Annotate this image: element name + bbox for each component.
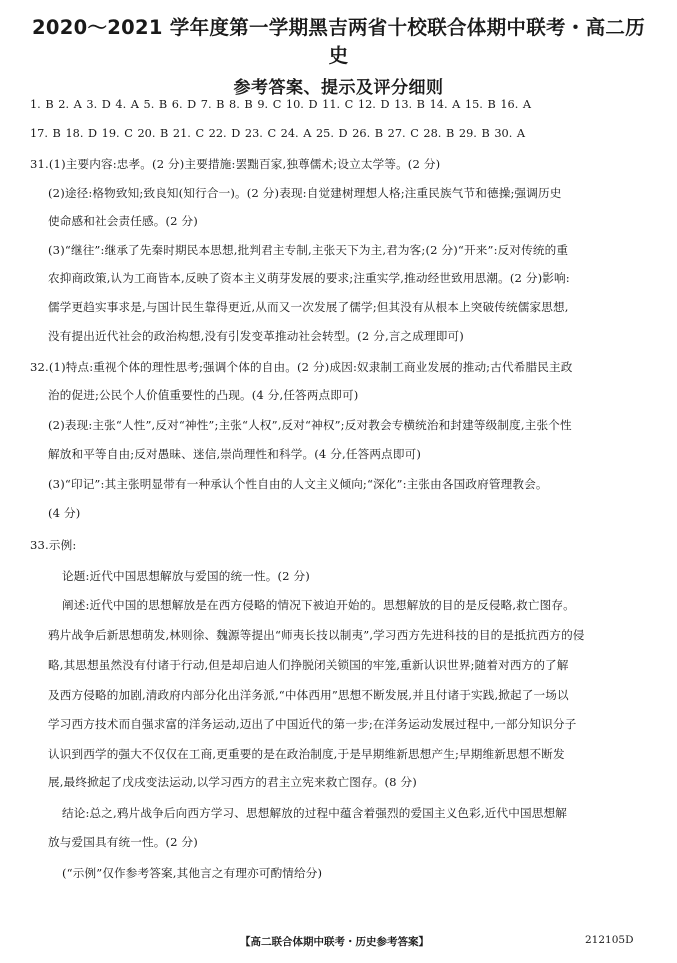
q31-line-3: 使命感和社会责任感。(2 分) — [48, 214, 198, 228]
footer-title: 【高二联合体期中联考・历史参考答案】 — [240, 936, 429, 948]
q32-line-1: 32.(1)特点:重视个体的理性思考;强调个体的自由。(2 分)成因:奴隶制工商业发展的推动;古代希腊民主政 — [30, 360, 573, 374]
q33-line-8: 认识到西学的强大不仅仅在工商,更重要的是在政治制度,于是早期维新思想产生;早期维新思想不断发 — [48, 747, 565, 761]
mc-answers-row-1: 1. B 2. A 3. D 4. A 5. B 6. D 7. B 8. B 9. C 10. D 11. C 12. D 13. B 14. A 15. B 16. A — [30, 98, 532, 111]
q31-line-5: 农抑商政策,认为工商皆本,反映了资本主义萌芽发展的要求;注重实学,推动经世致用思潮。(2 分)影响: — [48, 271, 570, 285]
q33-line-5: 略,其思想虽然没有付诸于行动,但是却启迪人们挣脱闭关锁国的牢笼,重新认识世界;随着对西方的了解 — [48, 658, 569, 672]
q33-line-2: 论题:近代中国思想解放与爱国的统一性。(2 分) — [62, 569, 310, 583]
q33-line-10: 结论:总之,鸦片战争后向西方学习、思想解放的过程中蕴含着强烈的爱国主义色彩,近代中国思想解 — [62, 806, 567, 820]
q32-line-5: (3)“印记”:其主张明显带有一种承认个性自由的人文主义倾向;“深化”:主张由各国政府管理教会。 — [48, 477, 548, 491]
q32-line-6: (4 分) — [48, 506, 81, 520]
q33-line-6: 及西方侵略的加剧,清政府内部分化出洋务派,“中体西用”思想不断发展,并且付诸于实践,掀起了一场以 — [48, 688, 569, 702]
page-title-line2: 史 — [328, 44, 349, 67]
q32-line-3: (2)表现:主张“人性”,反对“神性”;主张“人权”,反对“神权”;反对教会专横统治和封建等级制度,主张个性 — [48, 418, 572, 432]
q31-line-1: 31.(1)主要内容:忠孝。(2 分)主要措施:罢黜百家,独尊儒术;设立太学等。(2 分) — [30, 157, 441, 171]
q31-line-7: 没有提出近代社会的政治构想,没有引发变革推动社会转型。(2 分,言之成理即可) — [48, 329, 464, 343]
q31-line-4: (3)“继往”:继承了先秦时期民本思想,批判君主专制,主张天下为主,君为客;(2 分)“开来”:反对传统的重 — [48, 243, 569, 257]
page-subtitle: 参考答案、提示及评分细则 — [233, 78, 444, 98]
q32-line-2: 治的促进;公民个人价值重要性的凸现。(4 分,任答两点即可) — [48, 388, 359, 402]
q33-line-12: (“示例”仅作参考答案,其他言之有理亦可酌情给分) — [62, 866, 323, 880]
q33-line-9: 展,最终掀起了戊戌变法运动,以学习西方的君主立宪来救亡图存。(8 分) — [48, 775, 417, 789]
q33-line-7: 学习西方技术而自强求富的洋务运动,迈出了中国近代的第一步;在洋务运动发展过程中,一部分知识分子 — [48, 717, 577, 731]
q31-line-2: (2)途径:格物致知;致良知(知行合一)。(2 分)表现:自觉建树理想人格;注重民族气节和德操;强调历史 — [48, 186, 562, 200]
q33-line-1: 33.示例: — [30, 538, 77, 552]
q31-line-6: 儒学更趋实事求是,与国计民生靠得更近,从而又一次发展了儒学;但其没有从根本上突破传统儒家思想, — [48, 300, 569, 314]
q33-line-11: 放与爱国具有统一性。(2 分) — [48, 835, 198, 849]
q33-line-3: 阐述:近代中国的思想解放是在西方侵略的情况下被迫开始的。思想解放的目的是反侵略,救亡图存。 — [62, 598, 575, 612]
q32-line-4: 解放和平等自由;反对愚昧、迷信,崇尚理性和科学。(4 分,任答两点即可) — [48, 447, 422, 461]
footer-code: 212105D — [585, 934, 634, 946]
mc-answers-row-2: 17. B 18. D 19. C 20. B 21. C 22. D 23. C 24. A 25. D 26. B 27. C 28. B 29. B 30. A — [30, 127, 526, 140]
q33-line-4: 鸦片战争后新思想萌发,林则徐、魏源等提出“师夷长技以制夷”,学习西方先进科技的目的是抵抗西方的侵 — [48, 628, 585, 642]
page-title-line1: 2020～2021 学年度第一学期黑吉两省十校联合体期中联考・高二历 — [31, 16, 646, 39]
